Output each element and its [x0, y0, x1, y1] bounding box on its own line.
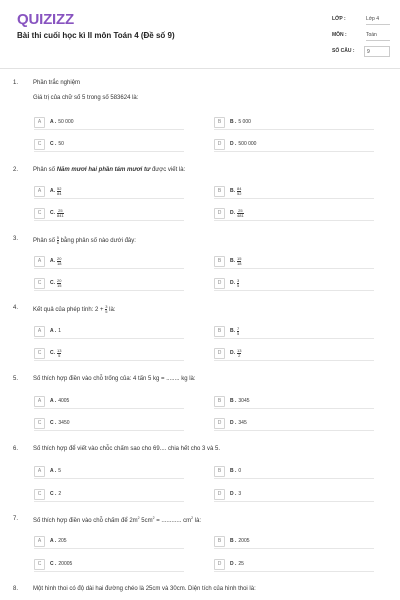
option-a[interactable] [34, 326, 61, 336]
option-underline [214, 290, 374, 291]
option-underline [214, 268, 374, 269]
option-underline [34, 430, 184, 431]
option-letter-box: B [214, 186, 225, 197]
option-value: 50 [58, 141, 64, 147]
option-value: 50 000 [58, 119, 74, 125]
question-text-post: được viết là: [150, 167, 186, 173]
option-value: 2 [58, 491, 62, 497]
option-label: A. [50, 258, 55, 264]
question-number: 7. [13, 516, 19, 522]
meta-row-count [332, 45, 390, 61]
option-underline [214, 501, 374, 502]
option-underline [34, 338, 184, 339]
option-underline [214, 571, 374, 572]
question-text [33, 305, 115, 314]
fraction-numerator: 25 [58, 207, 63, 213]
fraction-numerator: 20 [57, 255, 62, 261]
option-fraction [57, 187, 61, 196]
option-c[interactable] [34, 489, 61, 499]
fraction-denominator: 5 [58, 352, 61, 358]
option-fraction [237, 327, 239, 336]
option-underline [34, 408, 184, 409]
option-underline [214, 430, 374, 431]
question-text-mid: = ............ cm [154, 518, 192, 524]
question-text: Một hình thoi có độ dài hai đường chéo là 25cm và 30cm. Diện tích của hình thoi là: [33, 586, 256, 592]
option-b[interactable] [214, 536, 250, 546]
option-label: C. [50, 210, 55, 216]
option-value: 3450 [58, 420, 70, 426]
fraction-denominator: 2 [238, 352, 241, 358]
brand-logo: QUIZIZZ [17, 11, 74, 28]
option-letter-box: D [214, 278, 225, 289]
option-letter-box: D [214, 208, 225, 219]
option-letter-box: D [214, 489, 225, 500]
meta-row-class [332, 13, 390, 29]
option-b[interactable] [214, 117, 251, 127]
fraction-numerator: 13 [237, 347, 242, 353]
question-text-pre: Kết quả của phép tính: 2 + [33, 307, 106, 314]
meta-value: 9 [364, 46, 390, 57]
option-underline [34, 268, 184, 269]
option-fraction [237, 257, 241, 266]
option-letter-box: D [214, 418, 225, 429]
option-value: 3045 [238, 398, 250, 404]
option-d[interactable] [214, 348, 241, 358]
option-underline [214, 360, 374, 361]
superscript: 2 [152, 516, 155, 520]
option-label: C . [50, 561, 57, 567]
option-underline [34, 548, 184, 549]
meta-value: Lớp 4 [366, 14, 390, 25]
option-letter-box: A [34, 536, 45, 547]
option-label: D . [230, 491, 237, 497]
fraction-numerator: 3 [105, 304, 108, 309]
option-label: C . [50, 141, 57, 147]
option-letter-box: C [34, 418, 45, 429]
meta-label: MÔN : [332, 32, 347, 38]
option-letter-box: A [34, 117, 45, 128]
option-c[interactable] [34, 418, 70, 428]
option-a[interactable] [34, 186, 61, 196]
option-value: 5 [58, 468, 61, 474]
fraction-numerator: 52 [57, 185, 62, 191]
option-label: D . [230, 561, 237, 567]
option-letter-box: D [214, 559, 225, 570]
option-letter-box: B [214, 326, 225, 337]
question-number: 5. [13, 376, 19, 382]
option-a[interactable] [34, 536, 67, 546]
option-label: A . [50, 538, 57, 544]
option-label: A . [50, 328, 57, 334]
option-a[interactable] [34, 396, 69, 406]
meta-label: SỐ CÂU : [332, 48, 355, 54]
fraction-denominator: 52 [237, 190, 242, 196]
option-label: B . [230, 398, 237, 404]
option-c[interactable] [34, 278, 61, 288]
fraction-denominator: 84 [57, 190, 62, 196]
option-underline [214, 220, 374, 221]
fraction-numerator: 7 [237, 325, 240, 331]
option-letter-box: B [214, 466, 225, 477]
fraction-denominator: 5 [105, 309, 108, 314]
option-a[interactable] [34, 466, 61, 476]
option-underline [34, 198, 184, 199]
option-label: C. [50, 350, 55, 356]
superscript: 2 [137, 516, 140, 520]
question-text-post: bằng phân số nào dưới đây: [58, 238, 136, 245]
option-underline [34, 129, 184, 130]
option-letter-box: C [34, 348, 45, 359]
question-text [33, 167, 185, 173]
option-value: 500 000 [238, 141, 257, 147]
option-letter-box: A [34, 326, 45, 337]
question-heading: Phần trắc nghiệm [33, 80, 81, 86]
option-letter-box: A [34, 186, 45, 197]
option-label: A . [50, 119, 57, 125]
option-d[interactable] [214, 418, 247, 428]
fraction-denominator: 15 [57, 282, 62, 288]
option-b[interactable] [214, 326, 239, 336]
option-label: B. [230, 188, 235, 194]
option-underline [214, 151, 374, 152]
option-value: 4005 [58, 398, 70, 404]
fraction-numerator: 15 [237, 255, 242, 261]
option-label: D. [230, 350, 235, 356]
option-underline [34, 220, 184, 221]
option-underline [34, 478, 184, 479]
question-number: 8. [13, 586, 19, 592]
fraction-numerator: 5 [56, 235, 59, 240]
option-label: D . [230, 141, 237, 147]
option-a[interactable] [34, 256, 61, 266]
option-b[interactable] [214, 256, 241, 266]
option-fraction [57, 209, 64, 218]
meta-label: LỚP : [332, 16, 346, 22]
option-label: D. [230, 280, 235, 286]
option-letter-box: C [34, 139, 45, 150]
option-b[interactable] [214, 466, 241, 476]
fraction-numerator: 84 [237, 185, 242, 191]
question-text-post: là: [107, 307, 116, 314]
option-d[interactable] [214, 278, 239, 288]
superscript: 2 [191, 516, 194, 520]
fraction-numerator: 25 [238, 207, 243, 213]
option-underline [34, 290, 184, 291]
option-label: A . [50, 398, 57, 404]
option-letter-box: B [214, 396, 225, 407]
option-value: 345 [238, 420, 247, 426]
question-number: 6. [13, 446, 19, 452]
option-letter-box: B [214, 256, 225, 267]
question-number: 4. [13, 305, 19, 311]
fraction-denominator: 18 [57, 260, 62, 266]
option-letter-box: C [34, 278, 45, 289]
option-fraction [57, 257, 61, 266]
option-value: 0 [238, 468, 242, 474]
option-letter-box: C [34, 208, 45, 219]
option-value: 25 [238, 561, 244, 567]
question-text-pre: Phân số [33, 238, 57, 245]
option-value: 5 000 [238, 119, 251, 125]
option-d[interactable] [214, 489, 241, 499]
option-underline [34, 571, 184, 572]
option-letter-box: A [34, 466, 45, 477]
option-underline [214, 408, 374, 409]
option-underline [214, 338, 374, 339]
option-label: C . [50, 420, 57, 426]
option-underline [214, 129, 374, 130]
option-fraction [237, 187, 241, 196]
fraction-denominator: 5 [237, 330, 240, 336]
option-label: C. [50, 280, 55, 286]
fraction-numerator: 3 [237, 277, 240, 283]
option-letter-box: A [34, 256, 45, 267]
option-fraction [237, 279, 239, 288]
option-d[interactable] [214, 139, 256, 149]
option-letter-box: D [214, 348, 225, 359]
option-value: 20005 [58, 561, 73, 567]
option-letter-box: C [34, 559, 45, 570]
option-underline [214, 548, 374, 549]
fraction-numerator: 13 [57, 347, 62, 353]
option-label: A . [50, 468, 57, 474]
option-label: D . [230, 420, 237, 426]
option-b[interactable] [214, 186, 241, 196]
option-c[interactable] [34, 348, 61, 358]
question-number: 2. [13, 167, 19, 173]
option-fraction [57, 349, 61, 358]
option-underline [34, 151, 184, 152]
option-d[interactable] [214, 208, 244, 218]
option-c[interactable] [34, 559, 72, 569]
option-letter-box: A [34, 396, 45, 407]
question-text: Số thích hợp để viết vào chỗc chấm sao cho 69.... chia hết cho 3 và 5. [33, 446, 221, 452]
option-label: B. [230, 328, 235, 334]
option-label: B . [230, 538, 237, 544]
option-letter-box: C [34, 489, 45, 500]
meta-value: Toán [366, 30, 390, 41]
fraction-denominator: 18 [237, 260, 242, 266]
question-text-mid: 5cm [139, 518, 153, 524]
option-underline [214, 198, 374, 199]
option-underline [34, 360, 184, 361]
option-fraction [57, 279, 61, 288]
question-text-pre: Số thích hợp điền vào chỗ chấm để 2m [33, 518, 138, 524]
question-number: 1. [13, 80, 19, 86]
question-text-bold: Năm mươi hai phần tám mươi tư [56, 167, 151, 173]
question-text: Giá trị của chữ số 5 trong số 583624 là: [33, 95, 139, 101]
option-label: C . [50, 491, 57, 497]
option-letter-box: D [214, 139, 225, 150]
option-value: 3 [238, 491, 242, 497]
option-c[interactable] [34, 139, 64, 149]
question-text: Số thích hợp điền vào chỗ trống của: 4 tấn 5 kg = ........ kg là: [33, 376, 196, 382]
option-label: D. [230, 210, 235, 216]
worksheet-meta [332, 13, 390, 61]
option-underline [214, 478, 374, 479]
option-value: 1 [58, 328, 61, 334]
option-label: B . [230, 119, 237, 125]
option-letter-box: B [214, 117, 225, 128]
fraction-denominator: 481 [237, 212, 244, 218]
meta-row-subject [332, 29, 390, 45]
question-text [33, 516, 201, 524]
option-fraction [237, 209, 244, 218]
header-divider [0, 68, 400, 69]
option-value: 205 [58, 538, 67, 544]
option-letter-box: B [214, 536, 225, 547]
option-d[interactable] [214, 559, 244, 569]
fraction-denominator: 5 [237, 282, 240, 288]
question-text [33, 236, 136, 245]
option-underline [34, 501, 184, 502]
option-c[interactable] [34, 208, 64, 218]
option-b[interactable] [214, 396, 250, 406]
question-number: 3. [13, 236, 19, 242]
fraction-numerator: 20 [57, 277, 62, 283]
page-title: Bài thi cuối học kì II môn Toán 4 (Đề số 9) [17, 31, 175, 40]
question-text-post: là: [193, 518, 202, 524]
option-label: B . [230, 468, 237, 474]
fraction-denominator: 6 [56, 240, 59, 245]
option-value: 2005 [238, 538, 250, 544]
option-fraction [237, 349, 241, 358]
fraction-denominator: 841 [57, 212, 64, 218]
option-label: B. [230, 258, 235, 264]
option-label: A. [50, 188, 55, 194]
option-a[interactable] [34, 117, 74, 127]
question-text-pre: Phân số [33, 167, 57, 173]
